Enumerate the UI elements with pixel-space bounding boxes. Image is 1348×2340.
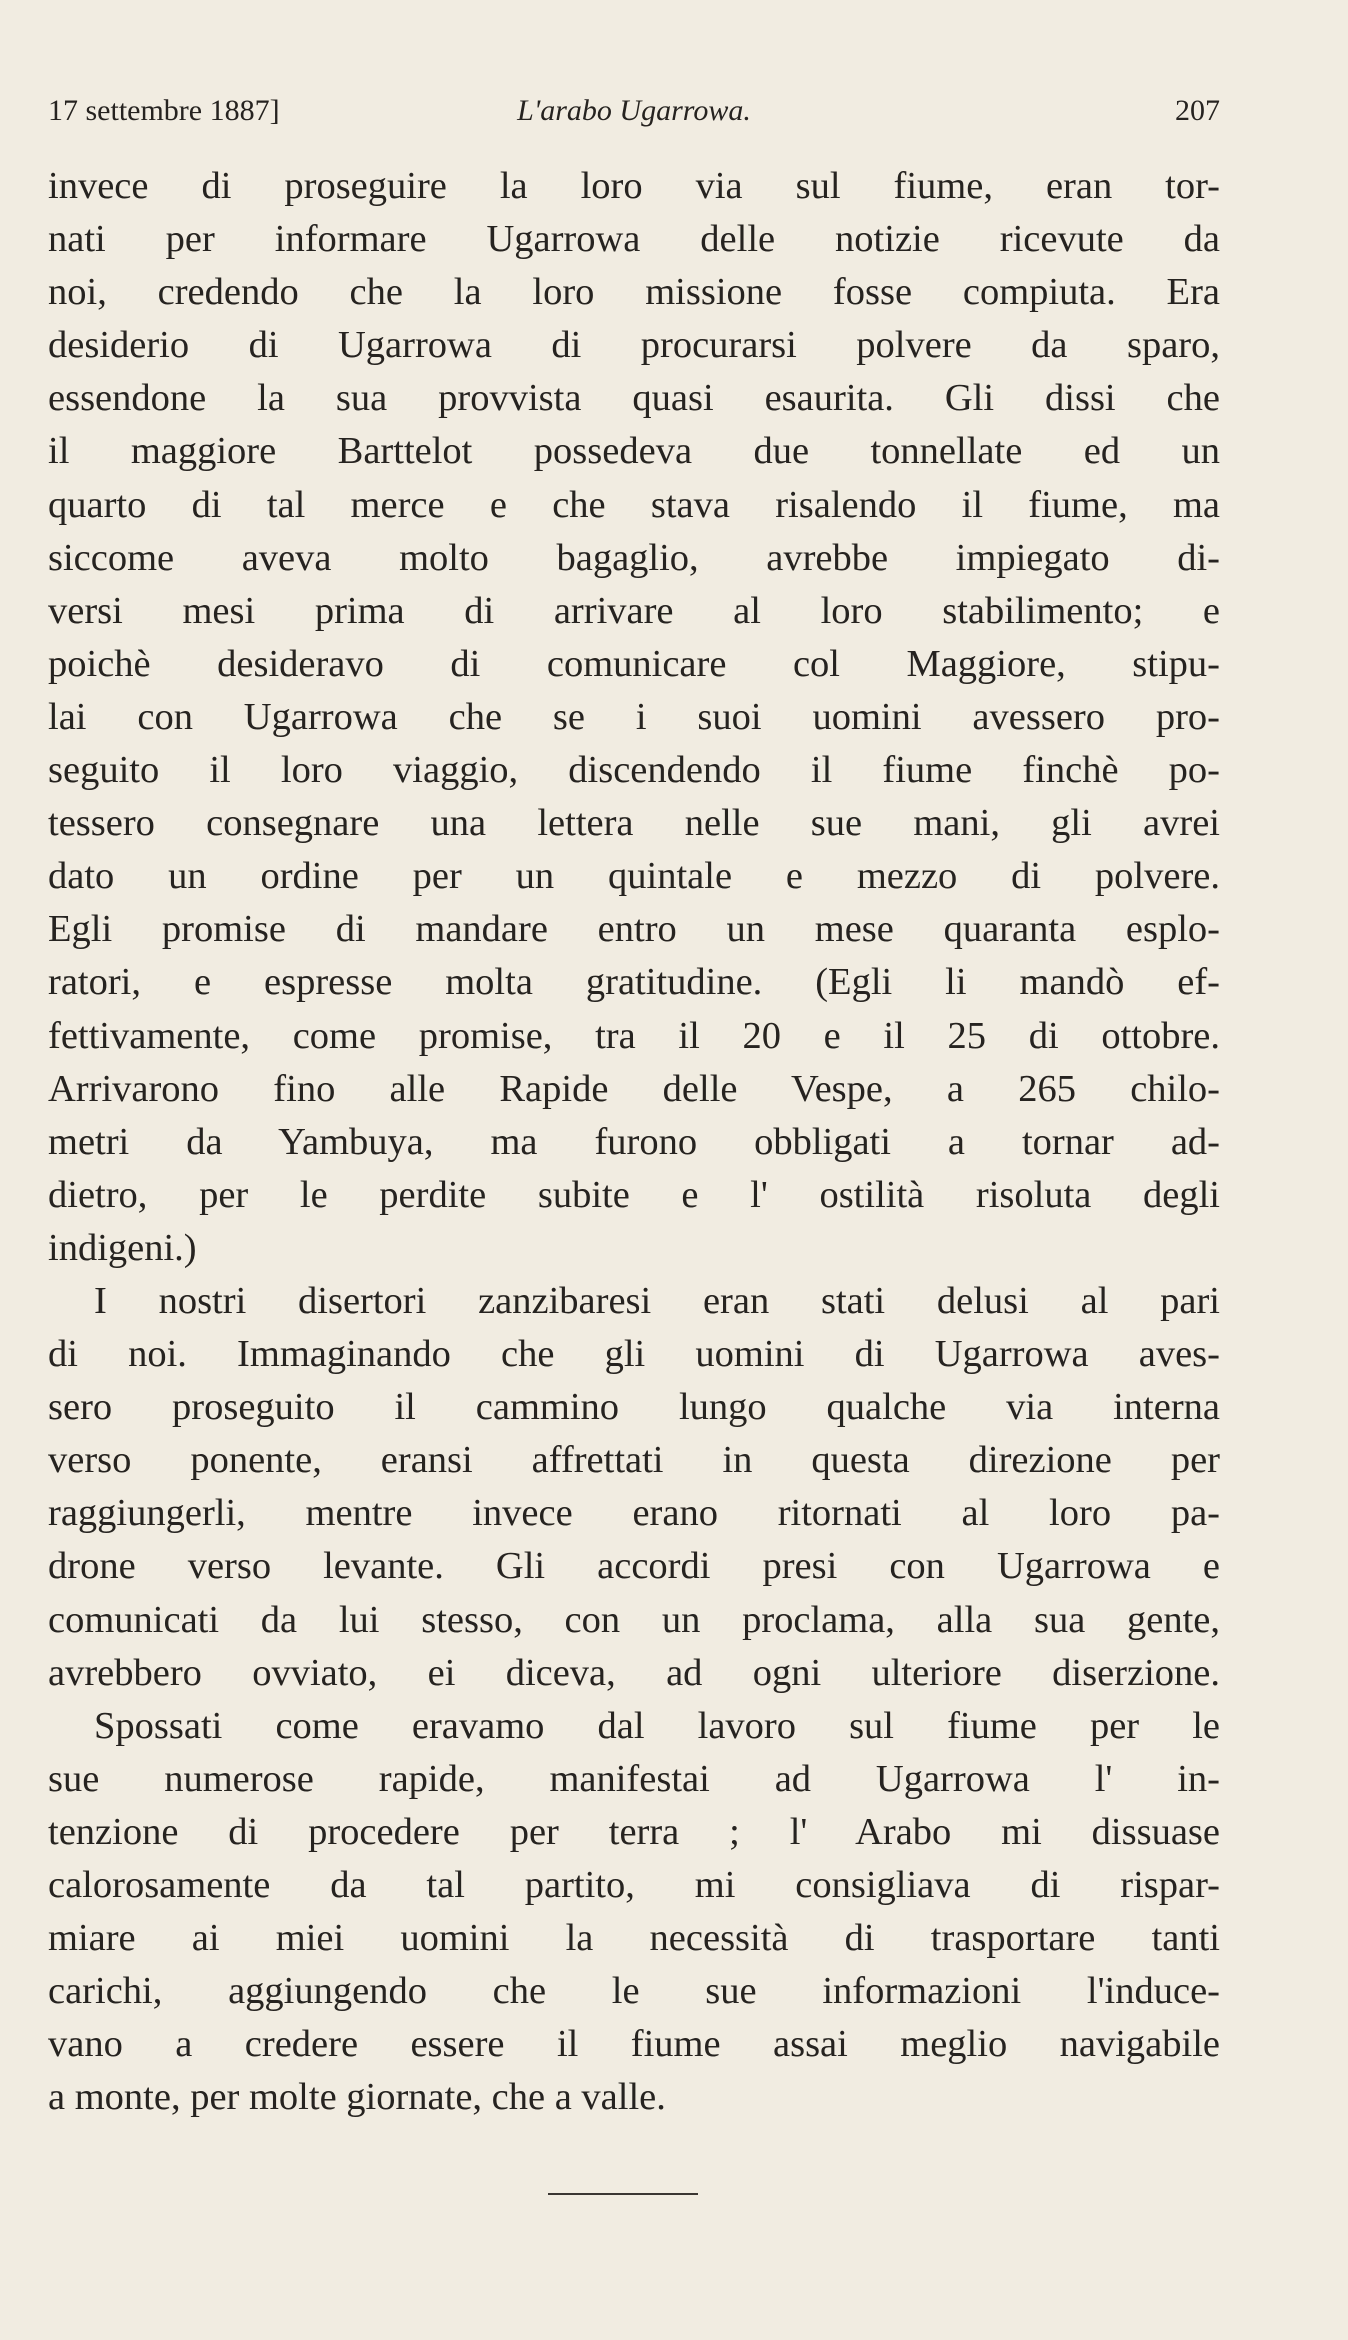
text-line: drone verso levante. Gli accordi presi con Ugarrowa e [48, 1545, 1220, 1588]
page-number: 207 [1175, 94, 1220, 127]
body-text [48, 160, 1220, 2124]
text-line: quarto di tal merce e che stava risalendo il fiume, ma [48, 483, 1220, 526]
text-line: invece di proseguire la loro via sul fiume, eran tor- [48, 165, 1220, 207]
text-line: indigeni.) [48, 1226, 197, 1269]
text-line: noi, credendo che la loro missione fosse compiuta. Era [48, 271, 1220, 314]
text-line: siccome aveva molto bagaglio, avrebbe impiegato di- [48, 536, 1220, 579]
text-line: comunicati da lui stesso, con un proclama, alla sua gente, [48, 1598, 1220, 1641]
header-date: 17 settembre 1887] [48, 94, 280, 127]
text-line: il maggiore Barttelot possedeva due tonnellate ed un [48, 430, 1220, 473]
text-line: carichi, aggiungendo che le sue informazioni l'induce- [48, 1970, 1220, 2013]
text-line: tessero consegnare una lettera nelle sue mani, gli avrei [48, 802, 1220, 845]
text-line: miare ai miei uomini la necessità di trasportare tanti [48, 1917, 1220, 1960]
text-line: nati per informare Ugarrowa delle notizie ricevute da [48, 218, 1220, 261]
text-line: desiderio di Ugarrowa di procurarsi polvere da sparo, [48, 324, 1220, 367]
text-line: verso ponente, eransi affrettati in questa direzione per [48, 1439, 1220, 1482]
text-line: versi mesi prima di arrivare al loro stabilimento; e [48, 589, 1220, 632]
text-line: lai con Ugarrowa che se i suoi uomini avessero pro- [48, 695, 1220, 738]
text-line: avrebbero ovviato, ei diceva, ad ogni ulteriore diserzione. [48, 1651, 1220, 1694]
closing-rule [548, 2193, 698, 2195]
text-line: di noi. Immaginando che gli uomini di Ugarrowa aves- [48, 1333, 1220, 1376]
text-line: sero proseguito il cammino lungo qualche via interna [48, 1386, 1220, 1429]
text-line: seguito il loro viaggio, discendendo il fiume finchè po- [48, 749, 1220, 792]
text-line: I nostri disertori zanzibaresi eran stati delusi al pari [94, 1279, 1220, 1322]
text-line: ratori, e espresse molta gratitudine. (Egli li mandò ef- [48, 961, 1220, 1004]
text-line: metri da Yambuya, ma furono obbligati a tornar ad- [48, 1120, 1220, 1163]
text-line: vano a credere essere il fiume assai meglio navigabile [48, 2023, 1220, 2066]
text-line: raggiungerli, mentre invece erano ritornati al loro pa- [48, 1492, 1220, 1535]
text-line: dato un ordine per un quintale e mezzo di polvere. [48, 855, 1220, 898]
text-line: Spossati come eravamo dal lavoro sul fiume per le [94, 1704, 1220, 1747]
running-head [48, 86, 1220, 136]
text-line: Egli promise di mandare entro un mese quaranta esplo- [48, 908, 1220, 951]
text-line: calorosamente da tal partito, mi consigliava di rispar- [48, 1864, 1220, 1906]
text-line: dietro, per le perdite subite e l' ostilità risoluta degli [48, 1173, 1220, 1216]
text-line: a monte, per molte giornate, che a valle. [48, 2076, 666, 2119]
text-line: Arrivarono fino alle Rapide delle Vespe, a 265 chilo- [48, 1067, 1220, 1110]
text-line: tenzione di procedere per terra ; l' Arabo mi dissuase [48, 1810, 1220, 1853]
text-line: essendone la sua provvista quasi esaurita. Gli dissi che [48, 377, 1220, 420]
text-line: sue numerose rapide, manifestai ad Ugarrowa l' in- [48, 1757, 1220, 1800]
text-line: fettivamente, come promise, tra il 20 e il 25 di ottobre. [48, 1014, 1220, 1057]
header-title: L'arabo Ugarrowa. [517, 94, 751, 127]
text-line: poichè desideravo di comunicare col Maggiore, stipu- [48, 642, 1220, 685]
